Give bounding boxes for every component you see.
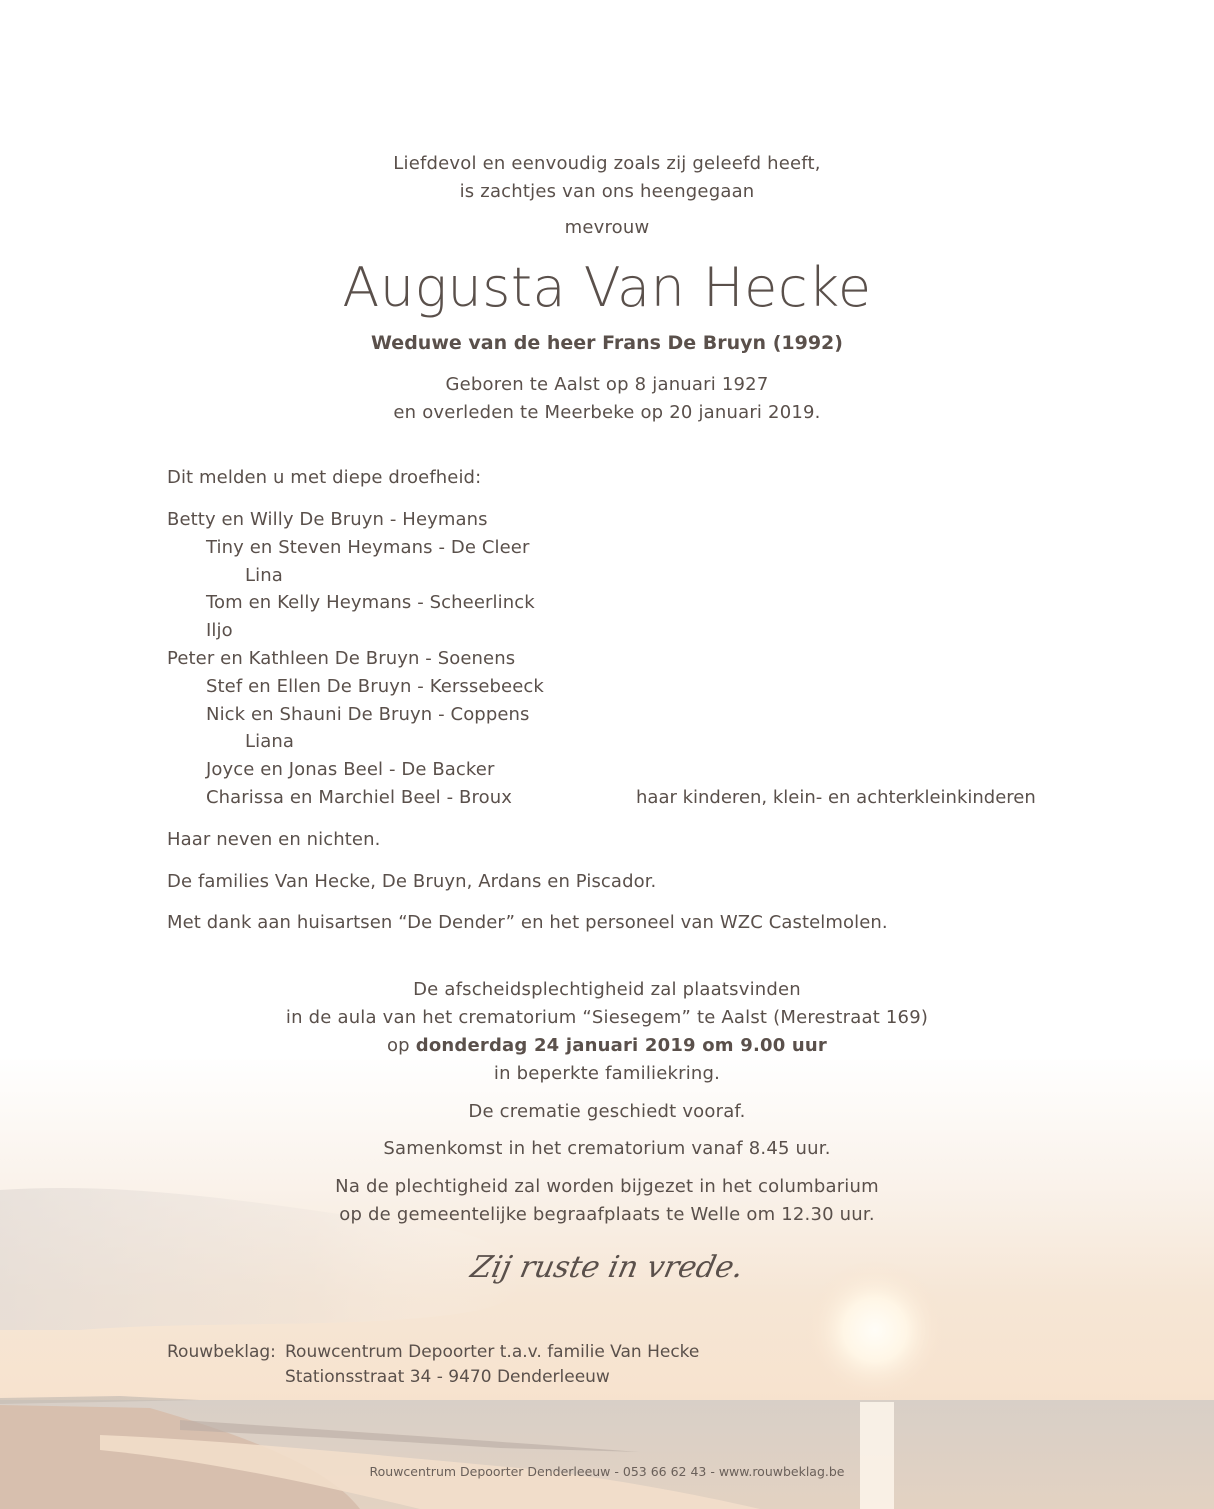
condolences-line-1: Rouwcentrum Depoorter t.a.v. familie Van Hecke <box>285 1342 700 1362</box>
deceased-name: Augusta Van Hecke <box>342 256 872 319</box>
family-member: Iljo <box>206 620 233 642</box>
thanks-line: Met dank aan huisartsen “De Dender” en het personeel van WZC Castelmolen. <box>167 912 888 933</box>
ceremony-line-3 <box>0 1032 1214 1060</box>
family-member: Liana <box>245 731 294 753</box>
family-member: Lina <box>245 564 283 586</box>
condolences-address <box>285 1340 699 1390</box>
footer-contact: Rouwcentrum Depoorter Denderleeuw - 053 66 62 43 - www.rouwbeklag.be <box>369 1464 845 1479</box>
gathering-note: Samenkomst in het crematorium vanaf 8.45 uur. <box>383 1138 831 1159</box>
columbarium-line-1: Na de plechtigheid zal worden bijgezet in het columbarium <box>335 1176 879 1197</box>
ceremony-date: donderdag 24 januari 2019 om 9.00 uur <box>415 1035 828 1056</box>
ceremony-line-4: in beperkte familiekring. <box>493 1063 721 1084</box>
condolences-line-2: Stationsstraat 34 - 9470 Denderleeuw <box>285 1367 610 1387</box>
columbarium-note <box>0 1173 1214 1229</box>
ceremony-line-1: De afscheidsplechtigheid zal plaatsvinden <box>413 979 801 1000</box>
family-member: Nick en Shauni De Bruyn - Coppens <box>206 703 530 725</box>
family-list <box>167 506 544 812</box>
family-member: Stef en Ellen De Bruyn - Kerssebeeck <box>206 675 544 697</box>
columbarium-line-2: op de gemeentelijke begraafplaats te Welle om 12.30 uur. <box>339 1204 875 1225</box>
family-member: Tom en Kelly Heymans - Scheerlinck <box>206 592 535 614</box>
ceremony-line-2: in de aula van het crematorium “Siesegem” te Aalst (Merestraat 169) <box>285 1007 929 1028</box>
ceremony-date-prefix: op <box>386 1035 416 1056</box>
title-prefix: mevrouw <box>564 217 650 238</box>
announcement: Dit melden u met diepe droefheid: <box>167 467 482 488</box>
family-member: Peter en Kathleen De Bruyn - Soenens <box>167 647 516 669</box>
intro-line-1: Liefdevol en eenvoudig zoals zij geleefd heeft, <box>393 153 821 174</box>
relatives-line: Haar neven en nichten. <box>167 829 381 850</box>
ceremony-details <box>0 976 1214 1088</box>
family-note: haar kinderen, klein- en achterkleinkinderen <box>636 787 1036 808</box>
family-member: Joyce en Jonas Beel - De Backer <box>206 759 495 781</box>
cremation-note: De crematie geschiedt vooraf. <box>468 1101 746 1122</box>
rest-in-peace: Zij ruste in vrede. <box>467 1250 747 1285</box>
intro-line-2: is zachtjes van ons heengegaan <box>459 181 755 202</box>
death-line: en overleden te Meerbeke op 20 januari 2019. <box>393 402 821 423</box>
family-member: Tiny en Steven Heymans - De Cleer <box>206 536 530 558</box>
family-member: Betty en Willy De Bruyn - Heymans <box>167 509 488 530</box>
family-member: Charissa en Marchiel Beel - Broux <box>206 786 512 808</box>
birth-death-dates <box>0 371 1214 427</box>
families-line: De families Van Hecke, De Bruyn, Ardans en Piscador. <box>167 871 657 892</box>
condolences-label: Rouwbeklag: <box>167 1342 276 1362</box>
intro-verse <box>0 150 1214 206</box>
birth-line: Geboren te Aalst op 8 januari 1927 <box>445 374 769 395</box>
widow-line: Weduwe van de heer Frans De Bruyn (1992) <box>371 332 843 354</box>
